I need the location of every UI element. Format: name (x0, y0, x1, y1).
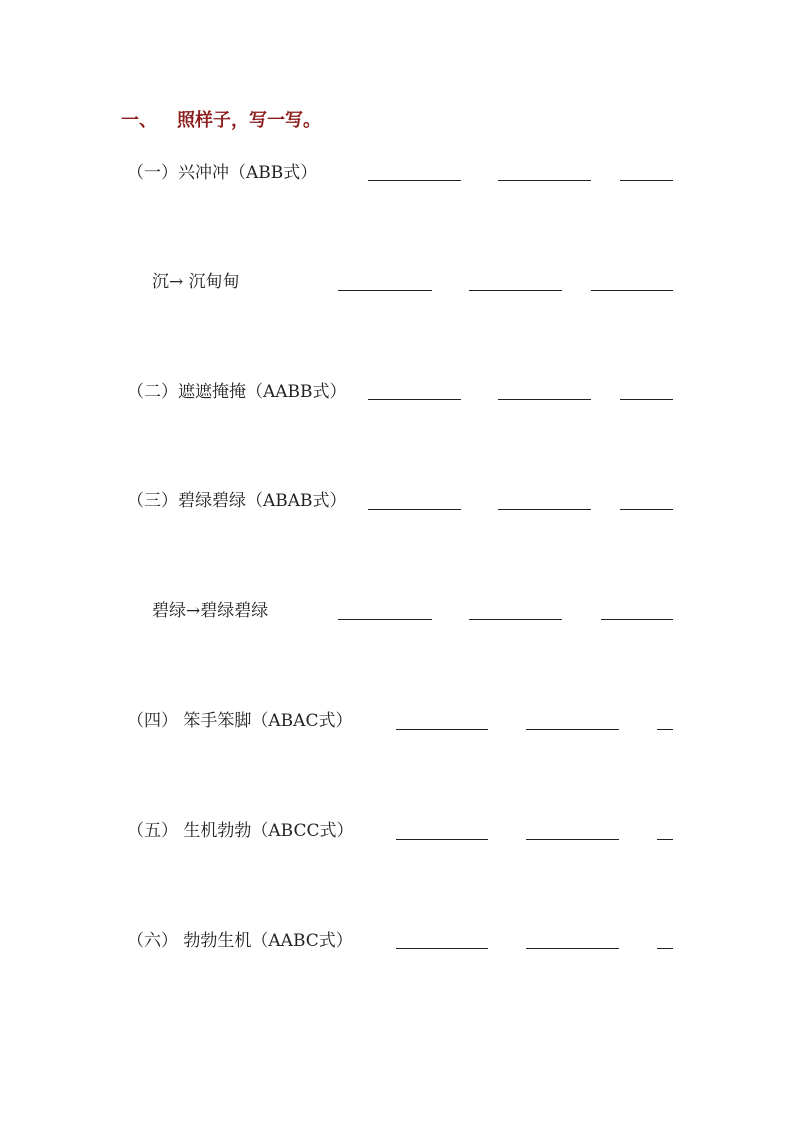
answer-blank[interactable] (498, 509, 591, 510)
answer-blank[interactable] (368, 509, 461, 510)
answer-blank[interactable] (498, 180, 591, 181)
answer-blank[interactable] (338, 619, 432, 620)
answer-blank[interactable] (526, 839, 619, 840)
example-row-1-label: 沉→ 沉甸甸 (152, 272, 240, 292)
answer-blank[interactable] (620, 399, 673, 400)
answer-blank[interactable] (498, 399, 591, 400)
answer-blank[interactable] (657, 839, 673, 840)
section-number: 一、 (121, 110, 157, 131)
answer-blank[interactable] (657, 729, 673, 730)
answer-blank[interactable] (396, 839, 488, 840)
exercise-row-4-label: （四） 笨手笨脚（ABAC式） (127, 711, 353, 731)
answer-blank[interactable] (469, 290, 562, 291)
exercise-row-6-label: （六） 勃勃生机（AABC式） (127, 931, 353, 951)
answer-blank[interactable] (526, 948, 619, 949)
answer-blank[interactable] (620, 180, 673, 181)
answer-blank[interactable] (526, 729, 619, 730)
section-heading (121, 106, 321, 132)
answer-blank[interactable] (368, 399, 461, 400)
exercise-row-5-label: （五） 生机勃勃（ABCC式） (127, 821, 354, 841)
answer-blank[interactable] (601, 619, 673, 620)
answer-blank[interactable] (396, 948, 488, 949)
section-title: 照样子，写一写。 (177, 110, 321, 131)
exercise-row-2-label: （二）遮遮掩掩（AABB式） (127, 382, 347, 402)
answer-blank[interactable] (338, 290, 432, 291)
answer-blank[interactable] (396, 729, 488, 730)
answer-blank[interactable] (368, 180, 461, 181)
answer-blank[interactable] (591, 290, 673, 291)
answer-blank[interactable] (620, 509, 673, 510)
exercise-row-3-label: （三）碧绿碧绿（ABAB式） (127, 491, 347, 511)
answer-blank[interactable] (469, 619, 562, 620)
example-row-3-label: 碧绿→碧绿碧绿 (152, 601, 269, 621)
exercise-row-1-label: （一）兴冲冲（ABB式） (127, 163, 318, 183)
answer-blank[interactable] (657, 948, 673, 949)
